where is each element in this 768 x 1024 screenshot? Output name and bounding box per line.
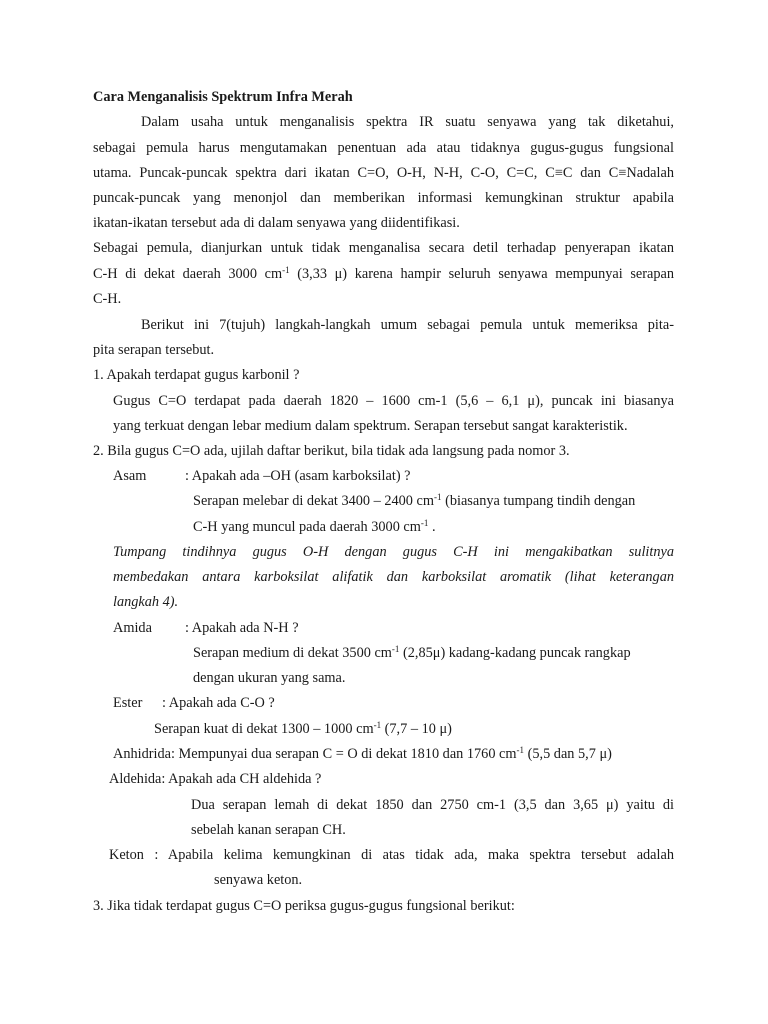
paragraph-3-line-2: pita serapan tersebut. [93,342,215,358]
paragraph-2-line-1: Sebagai pemula, dianjurkan untuk tidak menganalisa secara detil terhadap penyerapan ikatan [93,240,674,256]
step-1-line-2: yang terkuat dengan lebar medium dalam spektrum. Serapan tersebut sangat karakteristik. [113,418,628,434]
intro-line-4: puncak-puncak yang menonjol dan memberikan informasi kemungkinan struktur apabila [93,190,674,206]
italic-note-line-1: Tumpang tindihnya gugus O-H dengan gugus C-H ini mengakibatkan sulitnya [113,544,674,560]
paragraph-2-line-3: C-H. [93,291,122,307]
aldehida-desc-line-1: Dua serapan lemah di dekat 1850 dan 2750 cm-1 (3,5 dan 3,65 μ) yaitu di [191,797,674,813]
ester-desc: Serapan kuat di dekat 1300 – 1000 $cm^{-1}$ (7,7 – 10 μ) [154,720,452,737]
amida-desc-line-2: dengan ukuran yang sama. [193,670,346,686]
paragraph-3-line-1: Berikut ini 7(tujuh) langkah-langkah umum sebagai pemula untuk memeriksa pita- [141,317,674,333]
amida-label: Amida [113,620,152,636]
amida-question: : Apakah ada N-H ? [185,620,299,636]
italic-note-line-3: langkah 4). [113,594,179,610]
ester-question: : Apakah ada C-O ? [162,695,275,711]
aldehida-heading: Aldehida: Apakah ada CH aldehida ? [109,771,322,787]
step-1-heading: 1. Apakah terdapat gugus karbonil ? [93,367,300,383]
intro-line-3: utama. Puncak-puncak spektra dari ikatan C=O, O-H, N-H, C-O, C=C, C≡C dan C≡Nadalah [93,165,674,181]
aldehida-desc-line-2: sebelah kanan serapan CH. [191,822,346,838]
keton-line-2: senyawa keton. [214,872,303,888]
intro-line-5: ikatan-ikatan tersebut ada di dalam senyawa yang diidentifikasi. [93,215,460,231]
intro-line-2: sebagai pemula harus mengutamakan penentuan ada atau tidaknya gugus-gugus fungsional [93,140,674,156]
asam-question: : Apakah ada –OH (asam karboksilat) ? [185,468,411,484]
intro-line-1: Dalam usaha untuk menganalisis spektra IR suatu senyawa yang tak diketahui, [141,114,674,130]
asam-label: Asam [113,468,147,484]
paragraph-2-line-2: C-H di dekat daerah 3000 $cm^{-1}$ (3,33 μ) karena hampir seluruh senyawa mempunyai serapan [93,265,674,282]
document-title: Cara Menganalisis Spektrum Infra Merah [93,89,353,105]
step-1-line-1: Gugus C=O terdapat pada daerah 1820 – 1600 cm-1 (5,6 – 6,1 μ), puncak ini biasanya [113,393,674,409]
asam-desc-line-1: Serapan melebar di dekat 3400 – 2400 $cm^{-1}$ (biasanya tumpang tindih dengan [193,492,636,509]
keton-line-1: Keton : Apabila kelima kemungkinan di atas tidak ada, maka spektra tersebut adalah [109,847,674,863]
italic-note-line-2: membedakan antara karboksilat alifatik dan karboksilat aromatik (lihat keterangan [113,569,674,585]
amida-desc-line-1: Serapan medium di dekat 3500 $cm^{-1}$ (2,85μ) kadang-kadang puncak rangkap [193,644,631,661]
step-3-heading: 3. Jika tidak terdapat gugus C=O periksa gugus-gugus fungsional berikut: [93,898,515,914]
ester-label: Ester [113,695,143,711]
step-2-heading: 2. Bila gugus C=O ada, ujilah daftar berikut, bila tidak ada langsung pada nomor 3. [93,443,570,459]
anhidrida-line: Anhidrida: Mempunyai dua serapan C = O di dekat 1810 dan 1760 $cm^{-1}$ (5,5 dan 5,7 μ) [113,745,612,762]
asam-desc-line-2: C-H yang muncul pada daerah 3000 $cm^{-1}$ . [193,518,436,535]
